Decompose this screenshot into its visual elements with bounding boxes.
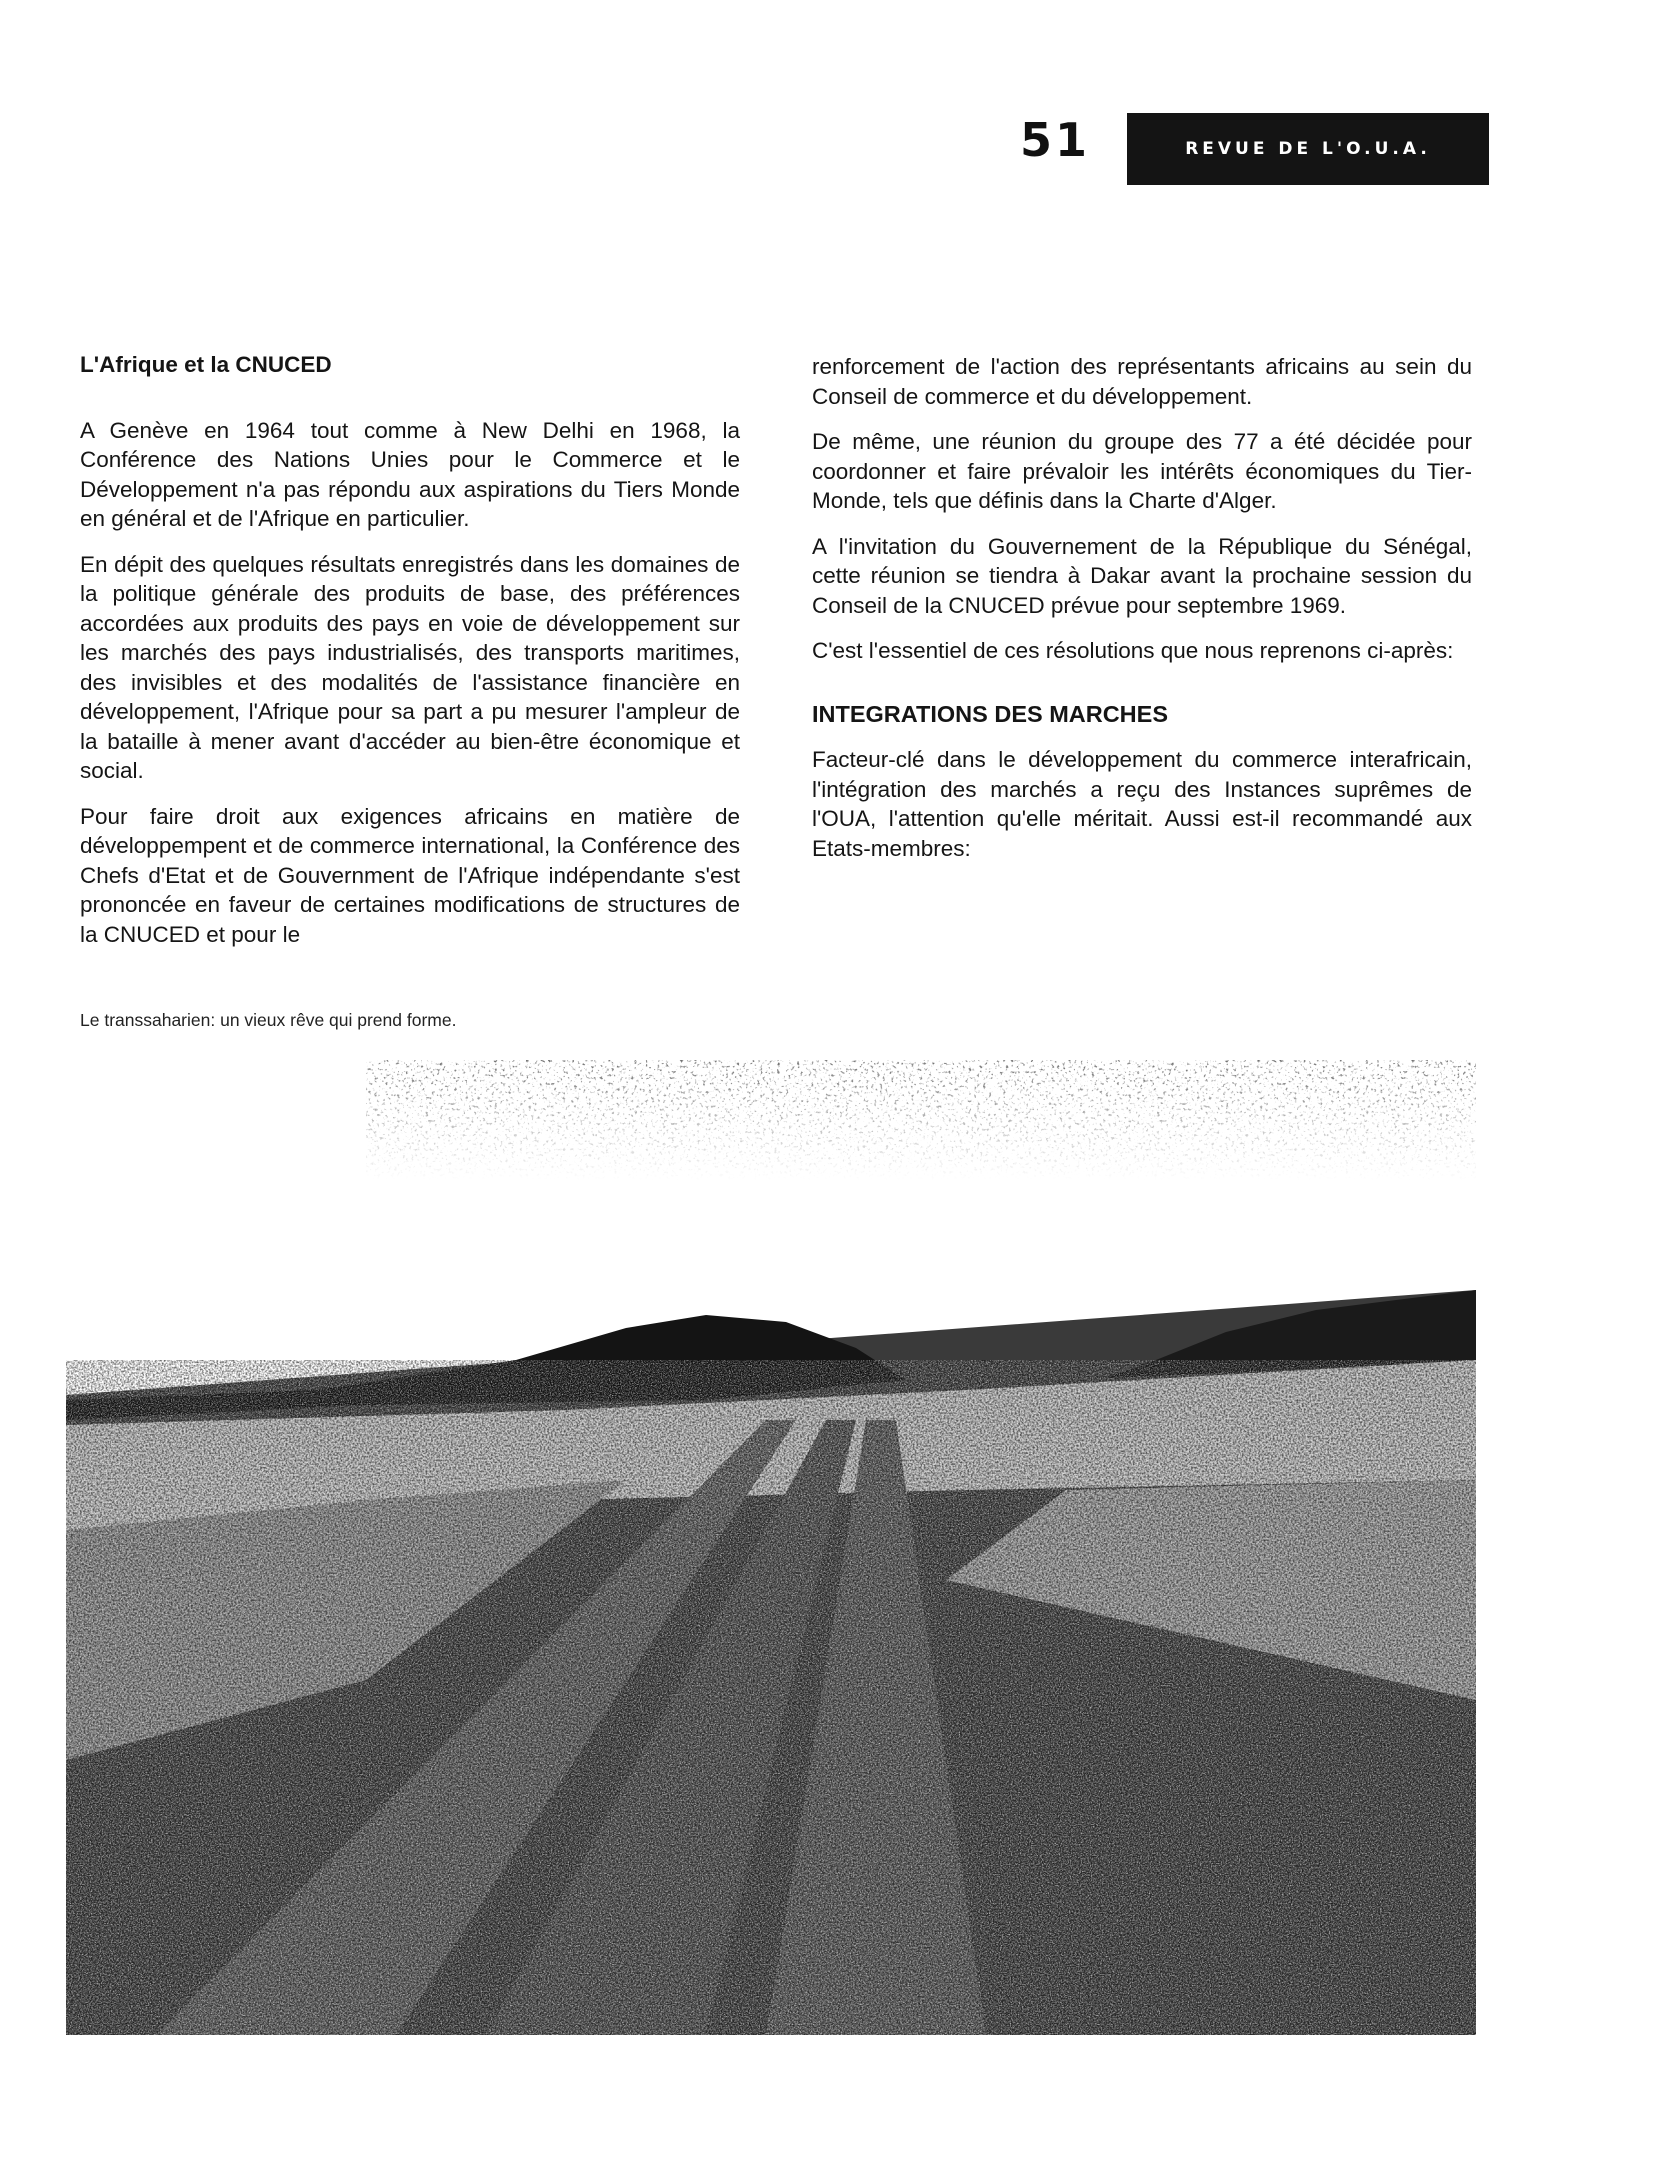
left-paragraph-1: A Genève en 1964 tout comme à New Delhi en 1968, la Conférence des Nations Unies pour le Commerce et le Développement n'a pas répondu aux aspirations du Tiers Monde en général et de l'Afrique en particulier.: [80, 417, 740, 531]
right-paragraph-4: C'est l'essentiel de ces résolutions que nous reprenons ci-après:: [812, 638, 1454, 663]
right-paragraph-1: renforcement de l'action des représentants africains au sein du Conseil de commerce et du développement.: [812, 354, 1472, 409]
desert-track-photo: [66, 1060, 1476, 2035]
photo-caption: Le transsaharien: un vieux rêve qui prend forme.: [80, 1010, 457, 1030]
desert-landscape-image: [66, 1060, 1476, 2035]
left-paragraph-3: Pour faire droit aux exigences africains en matière de développempent et de commerce international, la Conférence des Chefs d'Etat et de Gouvernment de l'Afrique indépendante s'est prononcée en faveur de certaines modifications de structures de la CNUCED et pour le: [80, 803, 740, 947]
right-column: [812, 352, 1472, 879]
publication-title: REVUE DE L'O.U.A.: [1185, 139, 1431, 159]
right-paragraph-2: De même, une réunion du groupe des 77 a été décidée pour coordonner et faire prévaloir les intérêts économiques du Tier-Monde, tels que définis dans la Charte d'Alger.: [812, 429, 1472, 513]
right-paragraph-5: Facteur-clé dans le développement du commerce interafricain, l'intégration des marchés a reçu des Instances suprêmes de l'OUA, l'attention qu'elle méritait. Aussi est-il recommandé aux Etats-membres:: [812, 747, 1472, 861]
left-column: [80, 350, 740, 965]
page-number: 51: [1020, 113, 1091, 167]
article-title: L'Afrique et la CNUCED: [80, 352, 332, 377]
publication-header: [1127, 113, 1489, 185]
right-paragraph-3: A l'invitation du Gouvernement de la République du Sénégal, cette réunion se tiendra à Dakar avant la prochaine session du Conseil de la CNUCED prévue pour septembre 1969.: [812, 533, 1472, 618]
left-paragraph-2: En dépit des quelques résultats enregistrés dans les domaines de la politique générale des produits de base, des préférences accordées aux produits des pays en voie de développement sur les marchés des pays industrialisés, des transports maritimes, des invisibles et des modalités de l'assistance financière en développement, l'Afrique pour sa part a pu mesurer l'ampleur de la bataille à mener avant d'accéder au bien-être économique et social.: [80, 551, 740, 783]
section-heading: INTEGRATIONS DES MARCHES: [812, 700, 1168, 727]
